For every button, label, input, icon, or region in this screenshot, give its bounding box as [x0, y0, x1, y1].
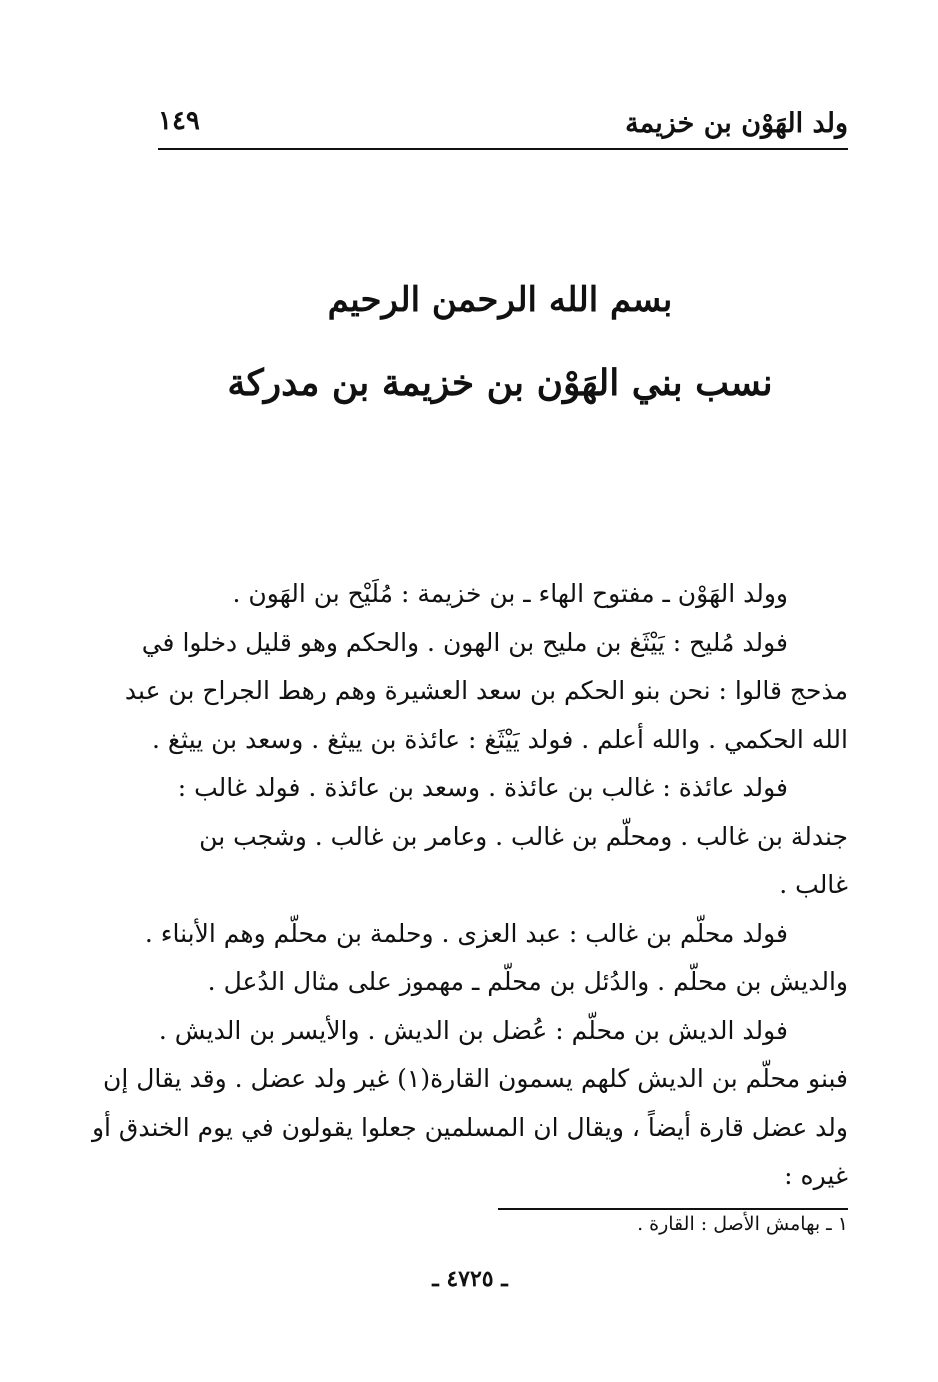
body-line: والديش بن محلّم . والدُئل بن محلّم ـ مهموز على مثال الدُعل .	[207, 967, 848, 996]
running-title: ولد الهَوْن بن خزيمة	[625, 108, 848, 139]
body-line: فولد عائذة : غالب بن عائذة . وسعد بن عائذة . فولد غالب :	[177, 773, 788, 802]
body-line: فولد محلّم بن غالب : عبد العزى . وحلمة بن محلّم وهم الأبناء .	[144, 918, 788, 948]
body-line: مذحج قالوا : نحن بنو الحكم بن سعد العشيرة وهم رهط الجراح بن عبد	[124, 676, 848, 705]
body-line: جندلة بن غالب . ومحلّم بن غالب . وعامر بن غالب . وشجب بن	[199, 821, 848, 851]
body-line: ولد عضل قارة أيضاً ، ويقال ان المسلمين جعلوا يقولون في يوم الخندق أو	[91, 1112, 848, 1142]
folio-number: ـ ٤٧٢٥ ـ	[432, 1266, 508, 1292]
running-header	[158, 104, 848, 150]
body-line: وولد الهَوْن ـ مفتوح الهاء ـ بن خزيمة : مُلَيْح بن الهَون .	[232, 579, 788, 608]
body-line: فولد الديش بن محلّم : عُضل بن الديش . والأيسر بن الديش .	[158, 1015, 788, 1045]
body-text	[91, 570, 848, 1201]
page-number: ١٤٩	[158, 106, 200, 136]
body-line: غيره :	[784, 1161, 848, 1190]
footnote-divider	[498, 1208, 848, 1210]
body-line: الله الحكمي . والله أعلم . فولد يَيْثَغ : عائذة بن ييثغ . وسعد بن ييثغ .	[151, 724, 848, 754]
body-line: فبنو محلّم بن الديش كلهم يسمون القارة(١) غير ولد عضل . وقد يقال إن	[102, 1064, 848, 1093]
footnote: ١ ـ بهامش الأصل : القارة .	[637, 1213, 848, 1235]
chapter-title: نسب بني الهَوْن بن خزيمة بن مدركة	[227, 362, 773, 404]
basmala: بسم الله الرحمن الرحيم	[327, 280, 673, 320]
body-line: فولد مُليح : يَيْثَغ بن مليح بن الهون . والحكم وهو قليل دخلوا في	[141, 627, 788, 657]
body-line: غالب .	[779, 870, 848, 899]
